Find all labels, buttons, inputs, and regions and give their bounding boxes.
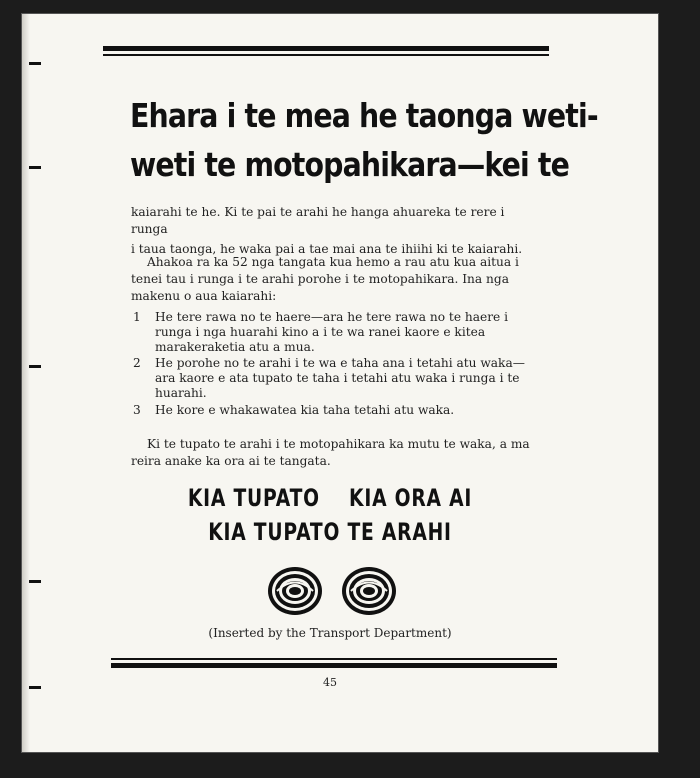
list-text: He porohe no te arahi i te wa e taha ana i tetahi atu waka—ara kaore e ata tupato te taha i tetahi atu waka i runga i te huarahi.: [155, 356, 525, 400]
headline-line-1: Ehara i te mea he taonga weti-: [130, 96, 598, 135]
closing-paragraph: [131, 436, 531, 470]
list-text: He tere rawa no te haere—ara he tere rawa no te haere i runga i nga huarahi kino a i te wa ranei kaore e kitea marakeraketia atu a mua.: [155, 310, 509, 354]
binding-mark: [29, 166, 41, 169]
binding-mark: [29, 62, 41, 65]
concentric-circle-emblem-right: [341, 566, 397, 616]
list-number: 3: [133, 403, 141, 417]
top-rule: [103, 46, 549, 56]
page-gutter: [22, 14, 30, 752]
binding-mark: [29, 365, 41, 368]
intro-line-1: kaiarahi te he. Ki te pai te arahi he hanga ahuareka te rere i runga: [131, 205, 505, 236]
list-number: 2: [133, 356, 141, 370]
list-item: [133, 356, 528, 401]
list-item: [133, 403, 528, 418]
list-item: [133, 310, 528, 355]
list-number: 1: [133, 310, 141, 324]
binding-mark: [29, 686, 41, 689]
page-number: 45: [323, 676, 337, 689]
intro-text: [131, 204, 531, 258]
closing-text: Ki te tupato te arahi i te motopahikara ka mutu te waka, a ma reira anake ka ora ai te tangata.: [131, 437, 530, 468]
intro-line-2: i taua taonga, he waka pai a tae mai ana te ihiihi ki te kaiarahi.: [131, 242, 523, 256]
concentric-circle-emblem-left: [267, 566, 323, 616]
slogan-line-1: KIA TUPATO KIA ORA AI: [187, 484, 473, 512]
list-text: He kore e whakawatea kia taha tetahi atu waka.: [155, 403, 455, 417]
caption: (Inserted by the Transport Department): [208, 626, 452, 640]
paragraph-2: [131, 254, 531, 305]
slogan-line-2: KIA TUPATO TE ARAHI: [208, 518, 452, 546]
binding-mark: [29, 580, 41, 583]
paragraph-2-text: Ahakoa ra ka 52 nga tangata kua hemo a rau atu kua aitua i tenei tau i runga i te arahi porohe i te motopahikara. Ina nga makenu o aua kaiarahi:: [131, 255, 519, 303]
bottom-rule: [111, 658, 557, 668]
headline-line-2: weti te motopahikara—kei te: [130, 145, 569, 184]
